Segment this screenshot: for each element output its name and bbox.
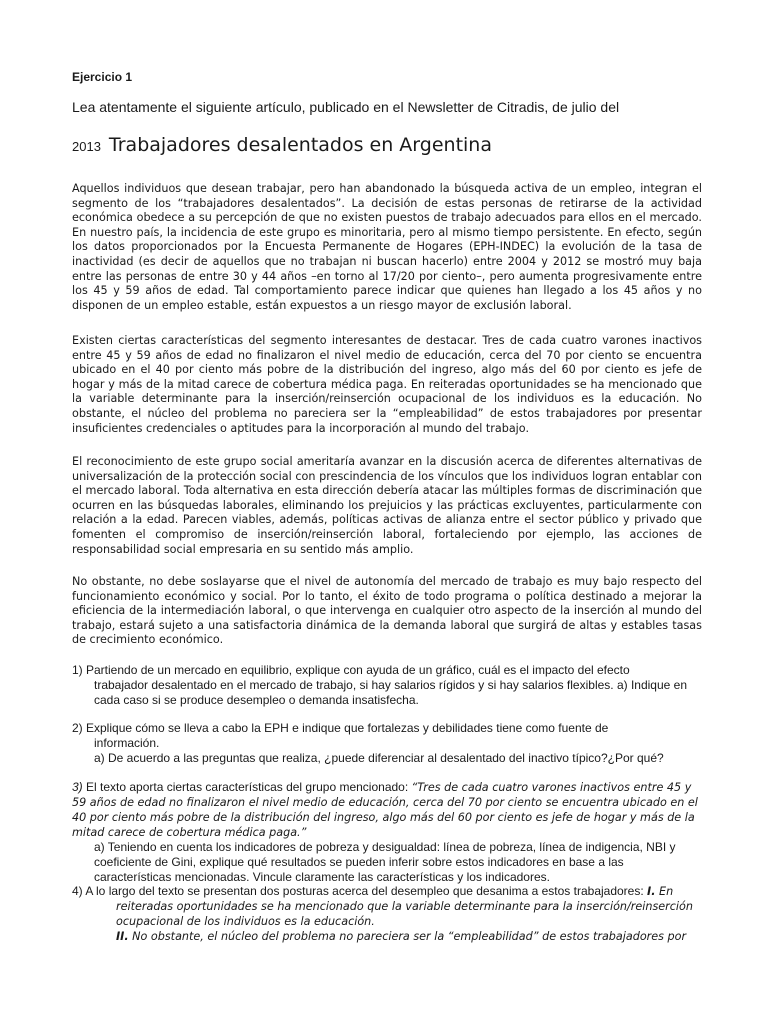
question-1-line1: 1) Partiendo de un mercado en equilibrio, explique con ayuda de un gráfico, cuál es el impacto del efecto	[72, 663, 630, 677]
question-3-number: 3)	[72, 780, 83, 794]
question-4-II-text: No obstante, el núcleo del problema no pareciera ser la “empleabilidad” de estos trabajadores por	[128, 930, 687, 943]
question-3-part-a: a) Teniendo en cuenta los indicadores de pobreza y desigualdad: línea de pobreza, línea de indigencia, NBI y coeficiente de Gini, explique qué resultados se pueden inferir sobre estos indicadores en base a las características mencionadas. Vincule claramente las características y los indicadores.	[94, 840, 676, 884]
article-year: 2013	[72, 139, 101, 154]
question-1	[72, 663, 702, 708]
question-3-text: El texto aporta ciertas características del grupo mencionado:	[82, 780, 412, 794]
article-title: Trabajadores desalentados en Argentina	[108, 134, 492, 156]
article-title-row	[72, 134, 492, 156]
paragraph-2: Existen ciertas características del segmento interesantes de destacar. Tres de cada cuatro varones inactivos entre 45 y 59 años de edad no finalizaron el nivel medio de educación, cerca del 70 por ciento se encuentra ubicado en el 40 por ciento más pobre de la distribución del ingreso, algo más del 60 por ciento es jefe de hogar y más de la mitad carece de cobertura médica paga. En reiteradas oportunidades se ha mencionado que la variable determinante para la inserción/reinserción ocupacional de los individuos es la educación. No obstante, el núcleo del problema no pareciera ser la “empleabilidad” de estos trabajadores por presentar insuficientes credenciales o aptitudes para la incorporación al mundo del trabajo.	[72, 334, 702, 435]
question-4	[72, 884, 702, 944]
question-2	[72, 721, 702, 766]
question-2-part-a: a) De acuerdo a las preguntas que realiza, ¿puede diferenciar al desalentado del inactivo típico?¿Por qué?	[94, 751, 664, 765]
exercise-heading: Ejercicio 1	[72, 70, 133, 84]
question-4-I-start: En	[655, 885, 674, 898]
question-1-rest: trabajador desalentado en el mercado de trabajo, si hay salarios rígidos y si hay salarios flexibles. a) Indique en cada caso si se produce desempleo o demanda insatisfecha.	[94, 678, 688, 707]
question-4-label-II: II.	[116, 930, 129, 943]
question-4-label-I: I.	[647, 885, 656, 898]
question-4-text: 4) A lo largo del texto se presentan dos posturas acerca del desempleo que desanima a estos trabajadores:	[72, 884, 648, 898]
question-2-line2: información.	[94, 736, 160, 750]
intro-line: Lea atentamente el siguiente artículo, publicado en el Newsletter de Citradis, de julio del	[72, 99, 620, 115]
paragraph-3: El reconocimiento de este grupo social ameritaría avanzar en la discusión acerca de diferentes alternativas de universalización de la protección social con prescindencia de los vínculos que los individuos logran entablar con el mercado laboral. Toda alternativa en esta dirección debería atacar las múltiples formas de discriminación que ocurren en las búsquedas laborales, eliminando los prejuicios y las prácticas excluyentes, particularmente con relación a la edad. Parecen viables, además, políticas activas de alianza entre el sector público y privado que fomenten el compromiso de inserción/reinserción laboral, fortaleciendo por ejemplo, las acciones de responsabilidad social empresaria en su sentido más amplio.	[72, 455, 702, 556]
question-4-I-rest: reiteradas oportunidades se ha mencionado que la variable determinante para la inserción/reinserción ocupacional de los individuos es la educación.	[116, 900, 693, 928]
question-2-line1: 2) Explique cómo se lleva a cabo la EPH e indique que fortalezas y debilidades tiene como fuente de	[72, 721, 609, 735]
paragraph-4: No obstante, no debe soslayarse que el nivel de autonomía del mercado de trabajo es muy bajo respecto del funcionamiento económico y social. Por lo tanto, el éxito de todo programa o política destinado a mejorar la eficiencia de la intermediación laboral, o que intervenga en cualquier otro aspecto de la inserción al mundo del trabajo, estará sujeto a una satisfactoria dinámica de la demanda laboral que surgirá de altas y estables tasas de crecimiento económico.	[72, 575, 702, 647]
question-3	[72, 780, 702, 885]
question-3-quote: “Tres de cada cuatro varones inactivos entre 45 y 59 años de edad no finalizaron el nivel medio de educación, cerca del 70 por ciento se encuentra ubicado en el 40 por ciento más pobre de la distribución del ingreso, algo más del 60 por ciento es jefe de hogar y más de la mitad carece de cobertura médica paga.”	[72, 781, 698, 839]
paragraph-1: Aquellos individuos que desean trabajar, pero han abandonado la búsqueda activa de un empleo, integran el segmento de los “trabajadores desalentados”. La decisión de estas personas de retirarse de la actividad económica obedece a su percepción de que no existen puestos de trabajo adecuados para ellos en el mercado. En nuestro país, la incidencia de este grupo es minoritaria, pero al mismo tiempo persistente. En efecto, según los datos proporcionados por la Encuesta Permanente de Hogares (EPH-INDEC) la evolución de la tasa de inactividad (es decir de aquellos que no trabajan ni buscan hacerlo) entre 2004 y 2012 se mostró muy baja entre las personas de entre 30 y 44 años –en torno al 17/20 por ciento–, pero aumenta progresivamente entre los 45 y 59 años de edad. Tal comportamiento parece indicar que quienes han llegado a los 45 años y no disponen de un empleo estable, están expuestos a un riesgo mayor de exclusión laboral.	[72, 182, 702, 312]
